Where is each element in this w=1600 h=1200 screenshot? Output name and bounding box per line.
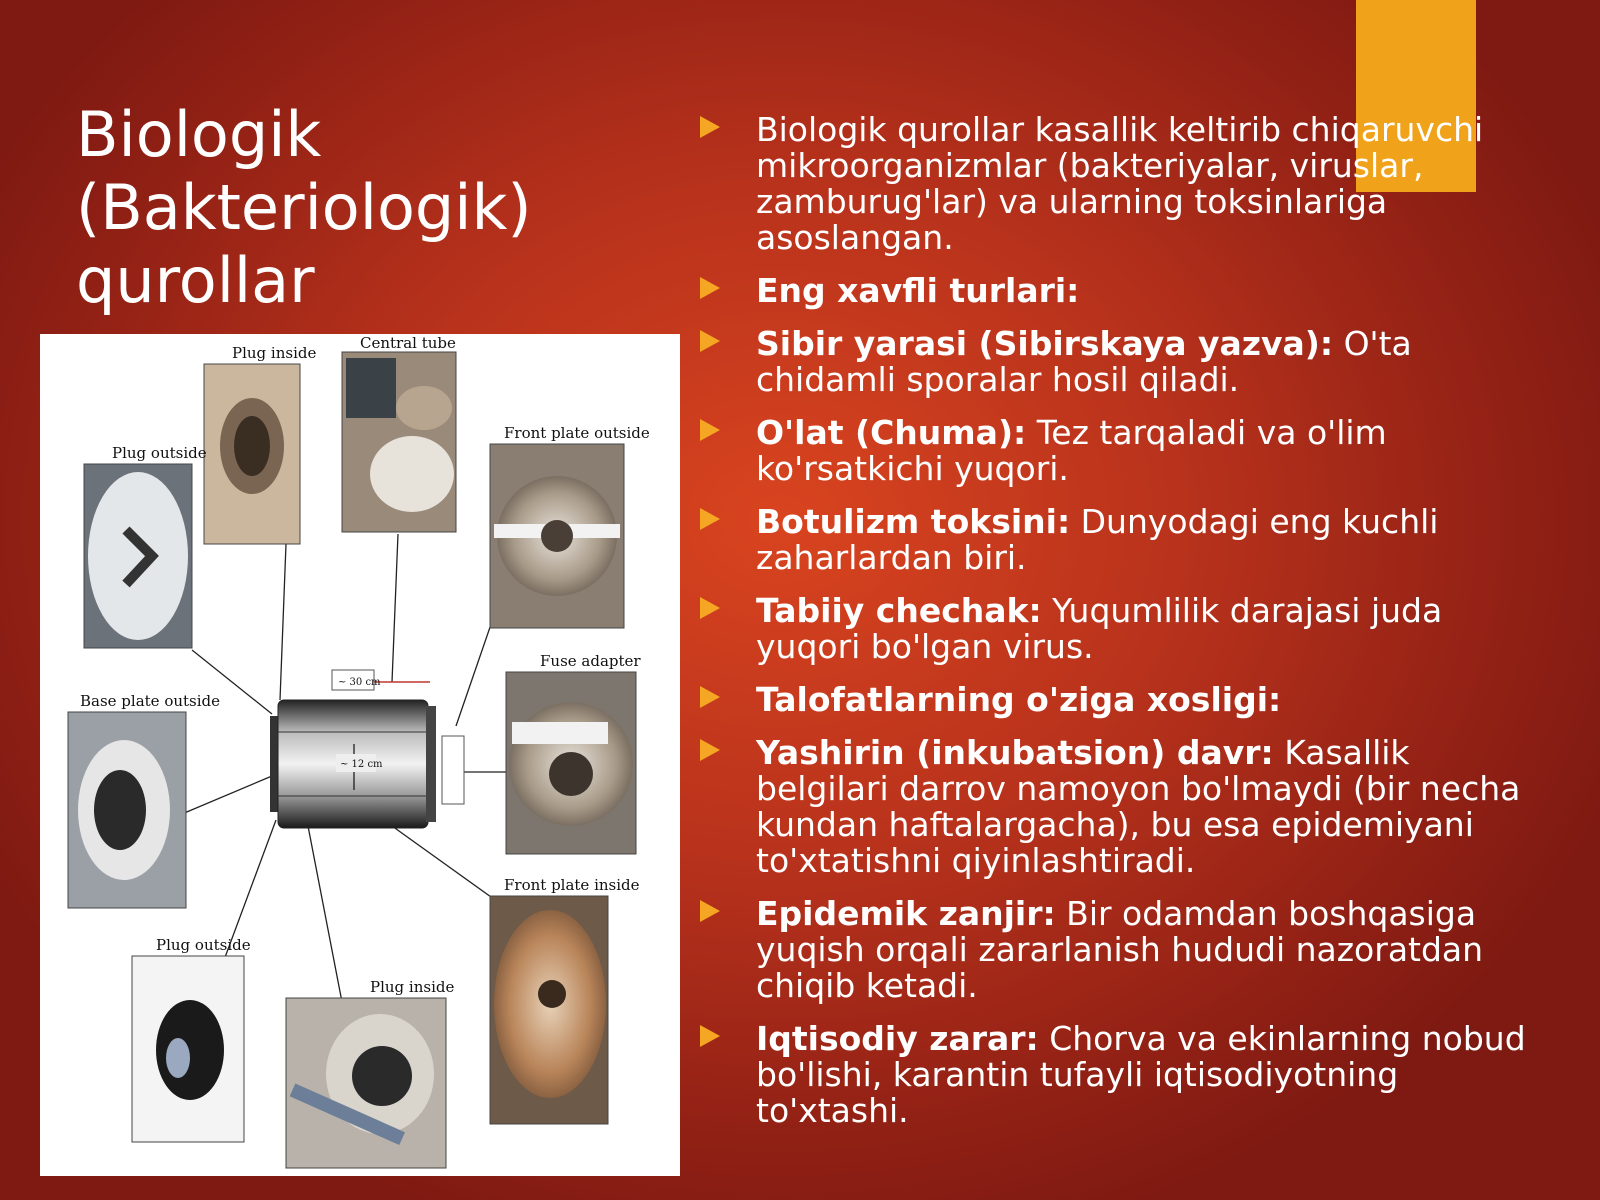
bullet-arrow-icon (700, 739, 720, 761)
bullet-item: Biologik qurollar kasallik keltirib chiqaruvchi mikroorganizmlar (bakteriyalar, viruslar, zamburug'lar) va ularning toksinlariga asoslangan. (700, 112, 1530, 256)
label-plug-inside-bottom: Plug inside (370, 978, 455, 996)
photo-plug-inside-top (204, 364, 300, 544)
label-plug-outside-bottom: Plug outside (156, 936, 251, 954)
bullet-list (700, 112, 1530, 1146)
bullet-item: Eng xavfli turlari: (700, 273, 1530, 309)
label-dimension-diameter: ~ 12 cm (340, 759, 383, 770)
label-front-plate-inside: Front plate inside (504, 876, 640, 894)
label-base-plate-outside: Base plate outside (80, 692, 221, 710)
bullet-item: Iqtisodiy zarar: Chorva va ekinlarning nobud bo'lishi, karantin tufayli iqtisodiyotning to'xtashi. (700, 1021, 1530, 1129)
label-plug-inside-top: Plug inside (232, 344, 317, 362)
bullet-item: Sibir yarasi (Sibirskaya yazva): O'ta chidamli sporalar hosil qiladi. (700, 326, 1530, 398)
bullet-item: Epidemik zanjir: Bir odamdan boshqasiga yuqish orqali zararlanish hududi nazoratdan chiqib ketadi. (700, 896, 1530, 1004)
title-line-1: Biologik (76, 98, 322, 171)
label-dimension-length: ~ 30 cm (338, 677, 381, 688)
photo-plug-inside-bottom (286, 998, 446, 1168)
bullet-arrow-icon (700, 508, 720, 530)
bomb-body (270, 670, 464, 828)
photo-base-plate-outside (68, 712, 186, 908)
photo-front-plate-inside (490, 896, 608, 1124)
title-line-2: (Bakteriologik) (76, 171, 532, 244)
bullet-item: Talofatlarning o'ziga xosligi: (700, 682, 1530, 718)
title-line-3: qurollar (76, 244, 315, 317)
bullet-arrow-icon (700, 597, 720, 619)
bullet-item: Tabiiy chechak: Yuqumlilik darajasi juda yuqori bo'lgan virus. (700, 593, 1530, 665)
photo-plug-outside-top (84, 464, 192, 648)
bullet-item: Yashirin (inkubatsion) davr: Kasallik belgilari darrov namoyon bo'lmaydi (bir necha kundan haftalargacha), bu esa epidemiyani to'xtatishni qiyinlashtiradi. (700, 735, 1530, 879)
bullet-arrow-icon (700, 900, 720, 922)
photo-fuse-adapter (506, 672, 636, 854)
label-fuse-adapter: Fuse adapter (540, 652, 641, 670)
diagram-svg (40, 334, 680, 1176)
label-front-plate-outside: Front plate outside (504, 424, 650, 442)
bomb-components-diagram (40, 334, 680, 1176)
bullet-arrow-icon (700, 330, 720, 352)
photo-central-tube (342, 352, 456, 532)
label-plug-outside-top: Plug outside (112, 444, 207, 462)
label-central-tube: Central tube (360, 334, 456, 352)
bullet-arrow-icon (700, 1025, 720, 1047)
slide-title (76, 98, 676, 317)
bullet-arrow-icon (700, 686, 720, 708)
photo-front-plate-outside (490, 444, 624, 628)
bullet-item: O'lat (Chuma): Tez tarqaladi va o'lim ko'rsatkichi yuqori. (700, 415, 1530, 487)
bullet-item: Botulizm toksini: Dunyodagi eng kuchli zaharlardan biri. (700, 504, 1530, 576)
bullet-arrow-icon (700, 419, 720, 441)
bullet-arrow-icon (700, 277, 720, 299)
bullet-arrow-icon (700, 116, 720, 138)
photo-plug-outside-bottom (132, 956, 244, 1142)
